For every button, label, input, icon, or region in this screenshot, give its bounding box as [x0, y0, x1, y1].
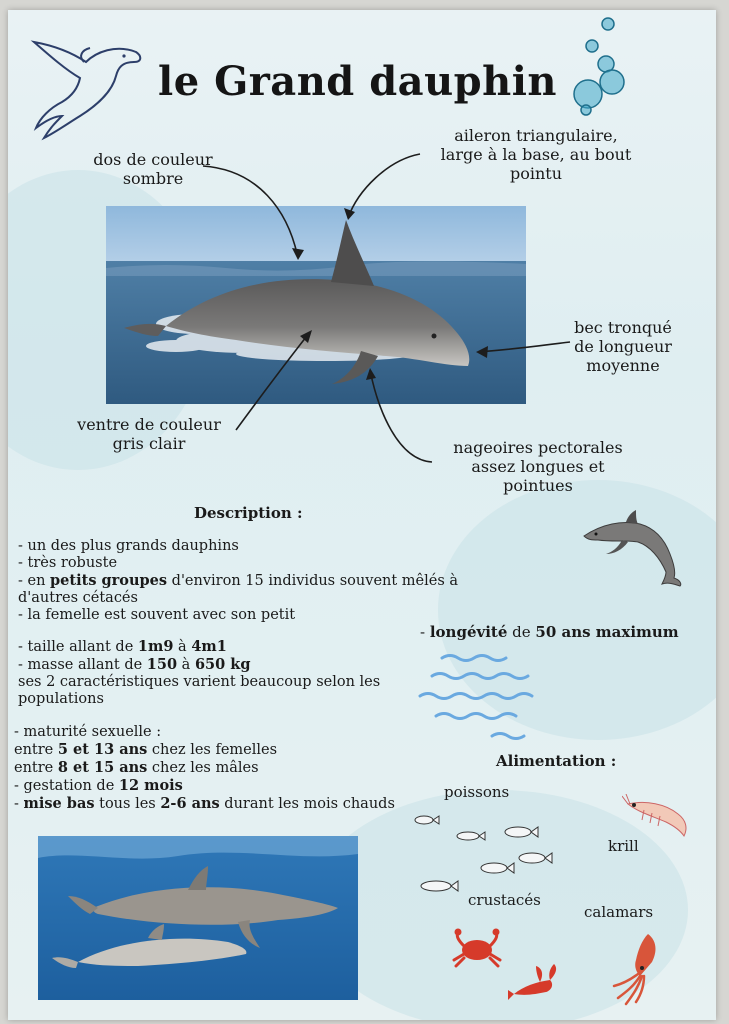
poster-sheet: [8, 10, 716, 1020]
description-line: d'autres cétacés: [18, 590, 138, 606]
arrow-belly: [236, 332, 310, 430]
description-line: - masse allant de 150 à 650 kg: [18, 656, 251, 673]
krill-icon: [622, 794, 692, 844]
arrow-flippers: [370, 370, 432, 462]
food-squid-label: calamars: [584, 903, 654, 921]
description-line: - en petits groupes d'environ 15 individus souvent mêlés à: [18, 572, 459, 589]
description-line: - maturité sexuelle :: [14, 724, 162, 740]
food-crustaceans-label: crustacés: [468, 891, 541, 909]
food-krill-label: krill: [608, 837, 639, 855]
description-block-1: [18, 538, 488, 624]
page-title: le Grand dauphin: [158, 58, 557, 105]
description-heading: Description :: [194, 504, 303, 522]
description-block-3: [14, 724, 434, 813]
description-line: - un des plus grands dauphins: [18, 538, 239, 554]
arrow-fin: [348, 154, 420, 218]
arrow-beak: [478, 342, 570, 352]
underwater-dolphins-photo: [38, 836, 358, 1000]
arrow-back: [203, 166, 298, 258]
description-line: ses 2 caractéristiques varient beaucoup selon les: [18, 674, 381, 690]
label-flippers: nageoires pectorales assez longues et pointues: [453, 438, 623, 495]
description-line: - la femelle est souvent avec son petit: [18, 607, 296, 623]
description-line: entre 8 et 15 ans chez les mâles: [14, 759, 259, 776]
label-back: dos de couleur sombre: [93, 150, 213, 188]
label-belly: ventre de couleur gris clair: [77, 415, 221, 453]
description-block-2: [18, 638, 438, 708]
small-dolphin-icon: [582, 510, 682, 588]
description-line: - mise bas tous les 2-6 ans durant les mois chauds: [14, 795, 395, 812]
description-line: populations: [18, 691, 104, 707]
description-line: entre 5 et 13 ans chez les femelles: [14, 741, 278, 758]
food-heading: Alimentation :: [496, 752, 617, 770]
fish-group-icon: [408, 810, 568, 900]
description-line: - très robuste: [18, 555, 118, 571]
lobster-icon: [506, 960, 560, 1004]
food-fish-label: poissons: [444, 783, 510, 801]
squid-icon: [612, 932, 662, 1006]
longevity-text: - longévité de 50 ans maximum: [420, 623, 679, 641]
label-beak: bec tronqué de longueur moyenne: [574, 318, 672, 375]
waves-icon: [412, 650, 562, 746]
description-line: - taille allant de 1m9 à 4m1: [18, 638, 227, 655]
label-fin: aileron triangulaire, large à la base, au bout pointu: [440, 126, 632, 183]
description-line: - gestation de 12 mois: [14, 777, 183, 794]
crab-icon: [450, 928, 504, 968]
annotation-arrows: [8, 10, 716, 510]
